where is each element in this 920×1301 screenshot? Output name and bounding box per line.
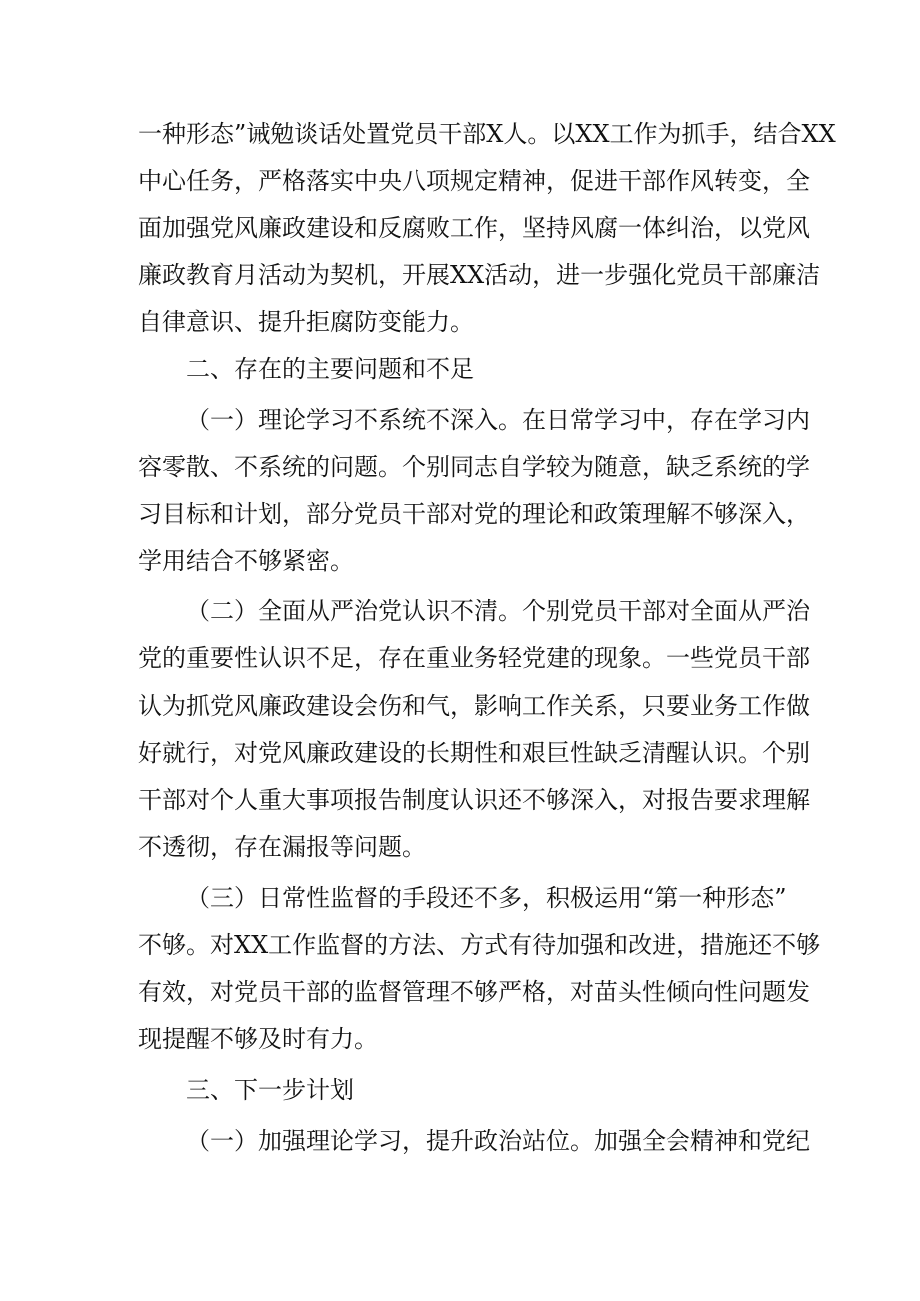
- paragraph-line: 不透彻，存在漏报等问题。: [138, 833, 426, 861]
- paragraph-line: 面加强党风廉政建设和反腐败工作，坚持风腐一体纠治，以党风: [138, 214, 810, 242]
- paragraph-line: 容零散、不系统的问题。个别同志自学较为随意，缺乏系统的学: [138, 453, 810, 481]
- paragraph-line: 学用结合不够紧密。: [138, 547, 354, 575]
- paragraph-line: 习目标和计划，部分党员干部对党的理论和政策理解不够深入，: [138, 500, 810, 528]
- paragraph-line: 现提醒不够及时有力。: [138, 1025, 378, 1053]
- paragraph-line: （一）理论学习不系统不深入。在日常学习中，存在学习内: [186, 406, 810, 434]
- paragraph-line: （三）日常性监督的手段还不多，积极运用“第一种形态”: [186, 884, 787, 912]
- paragraph-line: 认为抓党风廉政建设会伤和气，影响工作关系，只要业务工作做: [138, 692, 810, 720]
- section-heading: 二、存在的主要问题和不足: [186, 355, 474, 383]
- paragraph-line: 廉政教育月活动为契机，开展XX活动，进一步强化党员干部廉洁: [138, 261, 821, 289]
- paragraph-line: 中心任务，严格落实中央八项规定精神，促进干部作风转变，全: [138, 167, 810, 195]
- paragraph-line: （一）加强理论学习，提升政治站位。加强全会精神和党纪: [186, 1127, 810, 1155]
- paragraph-line: （二）全面从严治党认识不清。个别党员干部对全面从严治: [186, 597, 810, 625]
- paragraph-line: 干部对个人重大事项报告制度认识还不够深入，对报告要求理解: [138, 786, 810, 814]
- paragraph-line: 好就行，对党风廉政建设的长期性和艰巨性缺乏清醒认识。个别: [138, 739, 810, 767]
- paragraph-line: 一种形态”诫勉谈话处置党员干部X人。以XX工作为抓手，结合XX: [138, 120, 836, 148]
- paragraph-line: 党的重要性认识不足，存在重业务轻党建的现象。一些党员干部: [138, 644, 810, 672]
- paragraph-line: 自律意识、提升拒腐防变能力。: [138, 308, 474, 336]
- paragraph-line: 有效，对党员干部的监督管理不够严格，对苗头性倾向性问题发: [138, 978, 810, 1006]
- section-heading: 三、下一步计划: [186, 1076, 354, 1104]
- paragraph-line: 不够。对XX工作监督的方法、方式有待加强和改进，措施还不够: [138, 931, 821, 959]
